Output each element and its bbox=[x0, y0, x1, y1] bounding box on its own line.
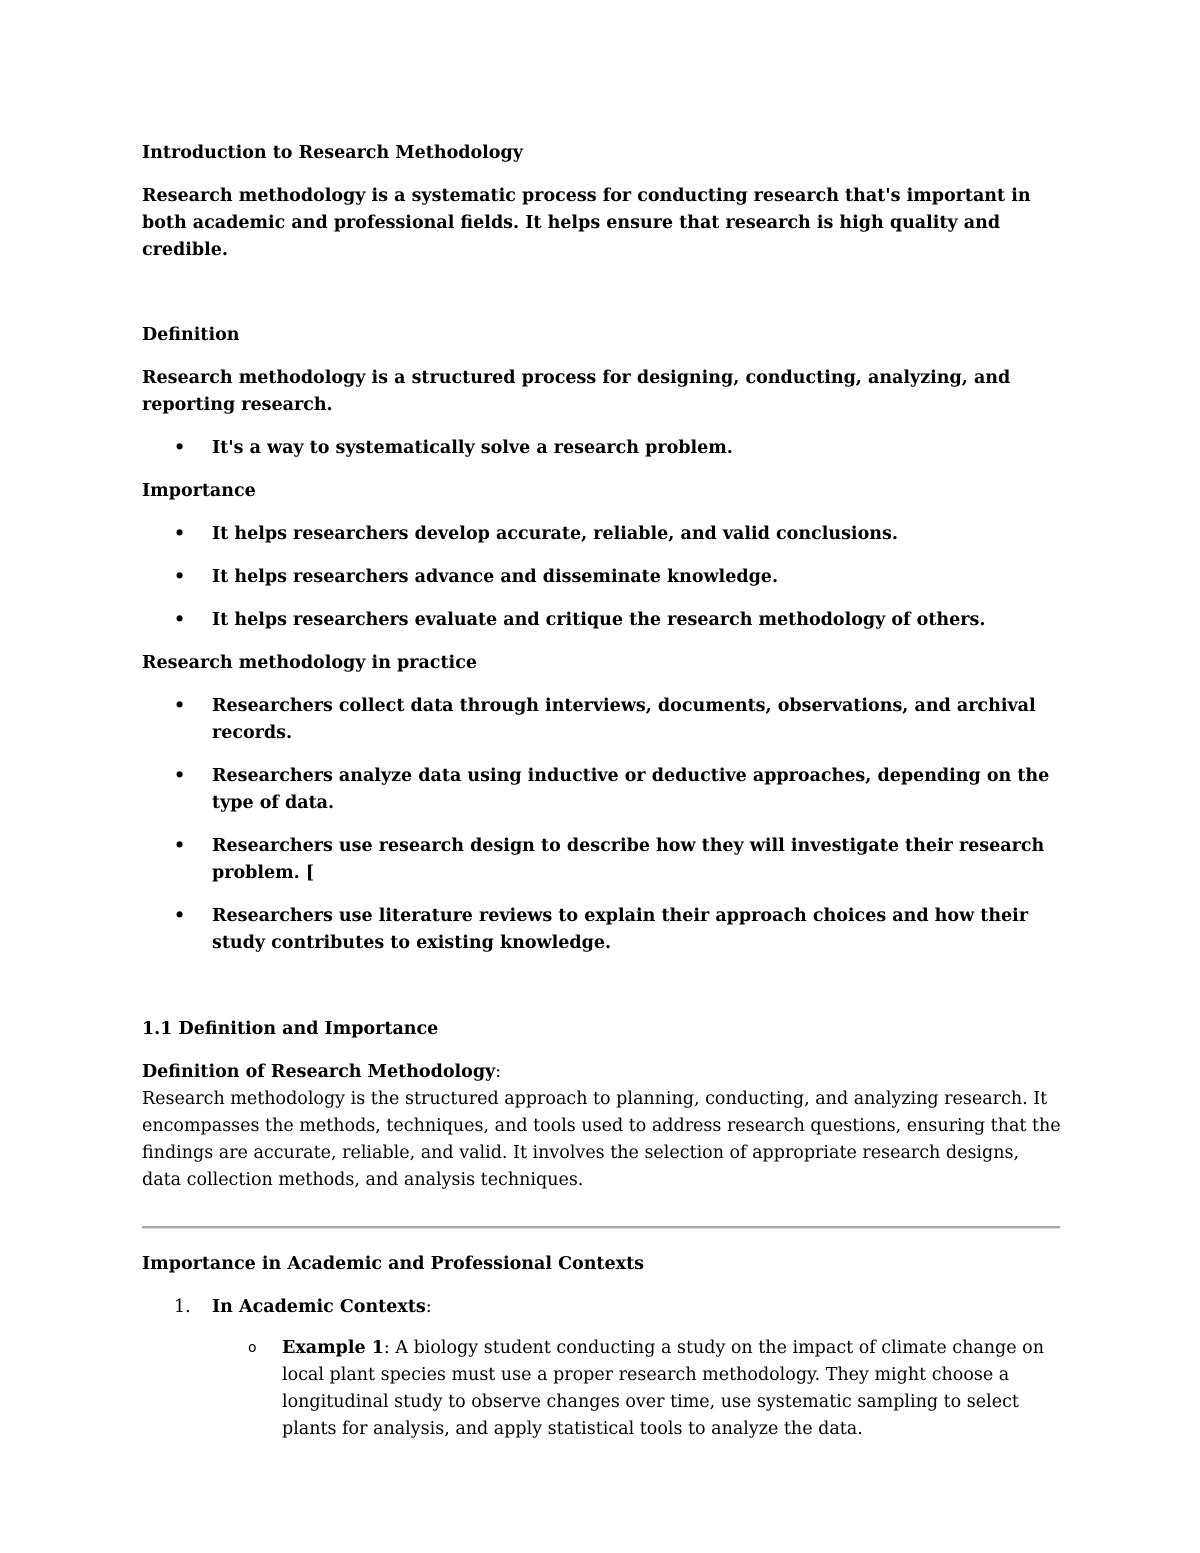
circle-bullet-icon: o bbox=[248, 1340, 257, 1356]
example-colon: : bbox=[383, 1338, 390, 1358]
bullet-text: It helps researchers evaluate and critique the research methodology of others. bbox=[212, 610, 986, 630]
bullet-icon: • bbox=[174, 696, 186, 716]
list-number: 1. bbox=[174, 1297, 191, 1317]
bullet-icon: • bbox=[174, 766, 186, 786]
bullet-text: Researchers use literature reviews to explain their approach choices and how their study contributes to existing knowledge. bbox=[212, 906, 1029, 953]
bullet-icon: • bbox=[174, 836, 186, 856]
list-item bbox=[142, 693, 1062, 747]
definition-heading: Definition bbox=[142, 325, 240, 345]
example-label: Example 1 bbox=[282, 1338, 384, 1358]
list-item bbox=[142, 763, 1062, 817]
bullet-text: It helps researchers advance and disseminate knowledge. bbox=[212, 567, 779, 587]
list-item bbox=[142, 521, 1062, 548]
horizontal-rule bbox=[142, 1226, 1060, 1229]
bullet-icon: • bbox=[174, 610, 186, 630]
bullet-icon: • bbox=[174, 906, 186, 926]
definition-colon: : bbox=[495, 1062, 502, 1082]
context-colon: : bbox=[425, 1297, 432, 1317]
bullet-icon: • bbox=[174, 438, 186, 458]
bullet-icon: • bbox=[174, 524, 186, 544]
list-item bbox=[142, 607, 1062, 634]
list-item bbox=[142, 564, 1062, 591]
examples-list bbox=[212, 1335, 1062, 1443]
contexts-list bbox=[142, 1294, 1062, 1443]
example-text: A biology student conducting a study on the impact of climate change on local plant species must use a proper research methodology. They might choose a longitudinal study to observe changes over time, use systematic sampling to select plants for analysis, and apply statistical tools to analyze the data. bbox=[282, 1338, 1044, 1439]
bullet-text: Researchers analyze data using inductive or deductive approaches, depending on the type of data. bbox=[212, 766, 1050, 813]
importance-heading: Importance bbox=[142, 481, 256, 501]
definition-body: Research methodology is the structured approach to planning, conducting, and analyzing research. It encompasses the methods, techniques, and tools used to address research questions, ensuring that the findings are accurate, reliable, and valid. It involves the selection of appropriate research designs, data collection methods, and analysis techniques. bbox=[142, 1089, 1061, 1190]
spacer bbox=[142, 264, 1062, 322]
list-item bbox=[142, 1294, 1062, 1443]
intro-paragraph: Research methodology is a systematic process for conducting research that's important in both academic and professional fields. It helps ensure that research is high quality and credible. bbox=[142, 186, 1031, 260]
list-item bbox=[142, 903, 1062, 957]
context-label: In Academic Contexts bbox=[212, 1297, 426, 1317]
list-item bbox=[142, 435, 1062, 462]
document-page bbox=[142, 140, 1062, 1459]
document-title: Introduction to Research Methodology bbox=[142, 143, 523, 163]
section-1-1-heading: 1.1 Definition and Importance bbox=[142, 1019, 439, 1039]
importance-bullets bbox=[142, 521, 1062, 634]
bullet-text: It's a way to systematically solve a research problem. bbox=[212, 438, 733, 458]
bullet-text: It helps researchers develop accurate, reliable, and valid conclusions. bbox=[212, 524, 898, 544]
list-item bbox=[142, 833, 1062, 887]
definition-block bbox=[142, 1059, 1062, 1194]
contexts-heading: Importance in Academic and Professional Contexts bbox=[142, 1254, 645, 1274]
definition-text: Research methodology is a structured process for designing, conducting, analyzing, and reporting research. bbox=[142, 368, 1011, 415]
practice-heading: Research methodology in practice bbox=[142, 653, 477, 673]
spacer bbox=[142, 973, 1062, 1016]
list-item bbox=[212, 1335, 1062, 1443]
definition-label: Definition of Research Methodology bbox=[142, 1062, 496, 1082]
bullet-icon: • bbox=[174, 567, 186, 587]
bullet-text: Researchers use research design to describe how they will investigate their research problem. [ bbox=[212, 836, 1045, 883]
bullet-text: Researchers collect data through interviews, documents, observations, and archival records. bbox=[212, 696, 1036, 743]
practice-bullets bbox=[142, 693, 1062, 957]
definition-bullets bbox=[142, 435, 1062, 462]
